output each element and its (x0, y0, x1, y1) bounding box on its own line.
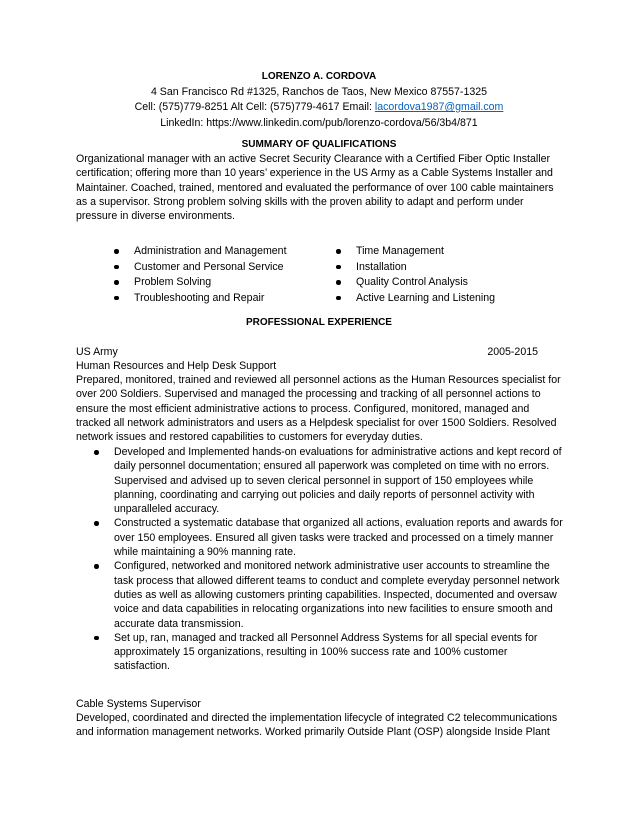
job-1-role: Human Resources and Help Desk Support (76, 360, 277, 372)
linkedin-line: LinkedIn: https://www.linkedin.com/pub/lorenzo-cordova/56/3b4/871 (160, 116, 478, 129)
job-1-bullet: Constructed a systematic database that organized all actions, evaluation reports and awards for over 150 employees. Ensured all given tasks were tracked and processed on a timely manner while maintaining a 90% manning rate. (114, 516, 566, 559)
skill-item: Problem Solving (114, 275, 324, 291)
resume-header (0, 69, 638, 131)
phone-info: Cell: (575)779-8251 Alt Cell: (575)779-4617 Email: (134, 101, 375, 113)
job-1-bullets (114, 445, 566, 674)
skills-column-left (114, 244, 324, 306)
address-line: 4 San Francisco Rd #1325, Ranchos de Taos, New Mexico 87557-1325 (150, 85, 488, 98)
job-2-role: Cable Systems Supervisor (76, 698, 201, 710)
job-1-bullet: Set up, ran, managed and tracked all Personnel Address Systems for all special events for approximately 15 organizations, resulting in 100% success rate and 100% customer satisfaction. (114, 631, 566, 674)
job-2-description: Developed, coordinated and directed the implementation lifecycle of integrated C2 telecommunications and information management networks. Worked primarily Outside Plant (OSP) alongside Inside Plant (76, 712, 558, 739)
skill-item: Time Management (336, 244, 546, 260)
job-1-org: US Army (76, 346, 118, 358)
candidate-name: LORENZO A. CORDOVA (261, 71, 377, 82)
job-1-description: Prepared, monitored, trained and reviewed all personnel actions as the Human Resources specialist for over 200 Soldiers. Supervised and managed the processing and tracking of all personnel actions to ensure the most efficient administrative actions to process. Configured, monitored, managed and tracked all network administrators and users as a Helpdesk specialist for over 1500 Soldiers. Resolved network issues and restored capabilities to customers for everyday duties. (76, 374, 561, 444)
skill-item: Troubleshooting and Repair (114, 291, 324, 307)
email-link[interactable]: lacordova1987@gmail.com (374, 101, 504, 113)
skills-column-right (336, 244, 546, 306)
skill-item: Administration and Management (114, 244, 324, 260)
skill-item: Customer and Personal Service (114, 260, 324, 276)
contact-line (0, 100, 638, 116)
summary-text: Organizational manager with an active Secret Security Clearance with a Certified Fiber Optic Installer certification; offering more than 10 years’ experience in the US Army as a Cable Systems Installer and Maintainer. Coached, trained, mentored and evaluated the performance of over 100 cable maintainers as a supervisor. Strong problem solving skills with the proven ability to adapt and perform under pressure in diverse environments. (76, 153, 554, 223)
skill-item: Active Learning and Listening (336, 291, 546, 307)
summary-heading: SUMMARY OF QUALIFICATIONS (241, 139, 397, 150)
job-1-header (76, 345, 538, 360)
skill-item: Quality Control Analysis (336, 275, 546, 291)
job-1-dates: 2005-2015 (487, 346, 538, 358)
experience-heading: PROFESSIONAL EXPERIENCE (246, 317, 392, 328)
job-1-bullet: Configured, networked and monitored network administrative user accounts to streamline the task process that allowed different teams to conduct and complete everyday personnel network duties as well as allowing customers printing capabilities. Inspected, documented and oversaw voice and data capabilities in relocating organizations into new facilities to ensure smooth and accurate data transmission. (114, 559, 566, 630)
job-1-bullet: Developed and Implemented hands-on evaluations for administrative actions and kept record of daily personnel documentation; ensured all paperwork was completed on time with no errors. Supervised and advised up to seven clerical personnel in support of 150 employees while planning, coordinating and carrying out policies and daily reports of personnel activity with unparalleled accuracy. (114, 445, 566, 516)
skill-item: Installation (336, 260, 546, 276)
